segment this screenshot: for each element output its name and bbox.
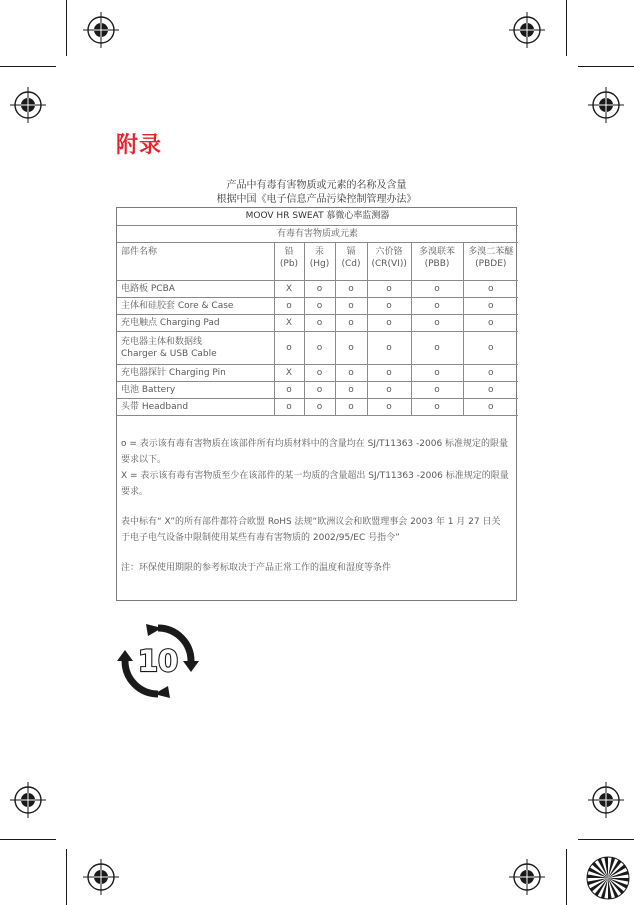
substance-value: o (367, 331, 411, 364)
registration-mark-icon (509, 12, 545, 48)
substance-value: o (367, 398, 411, 415)
substance-table-box (116, 207, 517, 601)
column-header: 铅 (Pb) (274, 242, 304, 280)
column-header: 多溴二苯醚 (PBDE) (463, 242, 518, 280)
substance-value: X (274, 314, 304, 331)
table-row (117, 381, 518, 398)
page-title: 附录 (116, 133, 163, 158)
substance-value: o (274, 398, 304, 415)
substance-value: o (304, 314, 335, 331)
table-row (117, 331, 518, 364)
substance-value: o (367, 381, 411, 398)
registration-mark-icon (83, 859, 119, 895)
substance-value: o (367, 297, 411, 314)
column-header: 六价铬 (CR(VI)) (367, 242, 411, 280)
substance-value: o (411, 398, 463, 415)
substance-value: o (367, 314, 411, 331)
substance-value: o (463, 280, 518, 297)
registration-mark-icon (588, 782, 624, 818)
registration-mark-icon (588, 87, 624, 123)
part-name: 充电器探针 Charging Pin (117, 364, 274, 381)
substance-value: o (335, 314, 367, 331)
substance-table (117, 208, 518, 416)
substance-value: o (335, 280, 367, 297)
part-name: 头带 Headband (117, 398, 274, 415)
part-name: 充电器主体和数据线 Charger & USB Cable (117, 331, 274, 364)
substance-value: o (335, 331, 367, 364)
substance-value: o (274, 297, 304, 314)
registration-mark-icon (509, 859, 545, 895)
substance-value: X (274, 364, 304, 381)
table-row (117, 280, 518, 297)
note-efup: 注：环保使用期限的参考标取决于产品正常工作的温度和湿度等条件 (121, 563, 392, 573)
notes (121, 436, 509, 576)
product-name: MOOV HR SWEAT 慕微心率监测器 (117, 208, 518, 225)
substance-value: o (335, 297, 367, 314)
crop-line (566, 849, 567, 905)
part-name: 电路板 PCBA (117, 280, 274, 297)
substance-value: X (274, 280, 304, 297)
heading-line-2: 根据中国《电子信息产品污染控制管理办法》 (216, 194, 417, 205)
crop-line (0, 839, 56, 840)
efup-logo-icon (117, 620, 199, 702)
substance-value: o (304, 364, 335, 381)
substance-value: o (335, 398, 367, 415)
substance-value: o (367, 280, 411, 297)
part-name: 主体和硅胶套 Core & Case (117, 297, 274, 314)
column-header: 汞 (Hg) (304, 242, 335, 280)
substance-value: o (274, 381, 304, 398)
crop-line (578, 66, 634, 67)
crop-line (0, 66, 56, 67)
crop-line (578, 839, 634, 840)
note-o: o = 表示该有毒有害物质在该部件所有均质材料中的含量均在 SJ/T11363 -2006 标准规定的限量要求以下。 (121, 439, 509, 465)
substance-value: o (304, 280, 335, 297)
substance-value: o (411, 280, 463, 297)
substance-value: o (411, 297, 463, 314)
substance-value: o (463, 314, 518, 331)
substance-value: o (463, 381, 518, 398)
substance-value: o (463, 331, 518, 364)
substance-value: o (411, 331, 463, 364)
table-row (117, 314, 518, 331)
efup-logo-number: 10 (137, 644, 179, 678)
part-header: 部件名称 (117, 242, 274, 280)
substance-value: o (463, 364, 518, 381)
substance-value: o (335, 381, 367, 398)
column-header: 镉 (Cd) (335, 242, 367, 280)
substance-value: o (367, 364, 411, 381)
substance-value: o (304, 297, 335, 314)
substance-value: o (335, 364, 367, 381)
note-x: X = 表示该有毒有害物质至少在该部件的某一均质的含量超出 SJ/T11363 -2006 标准规定的限量要求。 (121, 471, 509, 497)
substance-value: o (304, 381, 335, 398)
registration-mark-icon (83, 12, 119, 48)
part-name: 电池 Battery (117, 381, 274, 398)
substance-value: o (411, 381, 463, 398)
registration-mark-icon (10, 782, 46, 818)
part-name: 充电触点 Charging Pad (117, 314, 274, 331)
crop-line (66, 849, 67, 905)
table-row (117, 364, 518, 381)
substance-value: o (304, 398, 335, 415)
crop-line (566, 0, 567, 56)
column-header: 多溴联苯 (PBB) (411, 242, 463, 280)
note-rohs: 表中标有“ X”的所有部件都符合欧盟 RoHS 法规“欧洲议会和欧盟理事会 2003 年 1 月 27 日关于电子电气设备中限制使用某些有毒有害物质的 2002/95/EC 号指令” (121, 517, 501, 543)
table-row (117, 297, 518, 314)
substance-value: o (274, 331, 304, 364)
table-row (117, 398, 518, 415)
group-header: 有毒有害物质或元素 (117, 225, 518, 242)
substance-value: o (463, 297, 518, 314)
crop-line (66, 0, 67, 56)
registration-mark-icon (10, 87, 46, 123)
heading-line-1: 产品中有毒有害物质或元素的名称及含量 (226, 180, 407, 191)
substance-value: o (304, 331, 335, 364)
star-target-icon (586, 856, 630, 900)
substance-value: o (463, 398, 518, 415)
substance-value: o (411, 364, 463, 381)
substance-value: o (411, 314, 463, 331)
